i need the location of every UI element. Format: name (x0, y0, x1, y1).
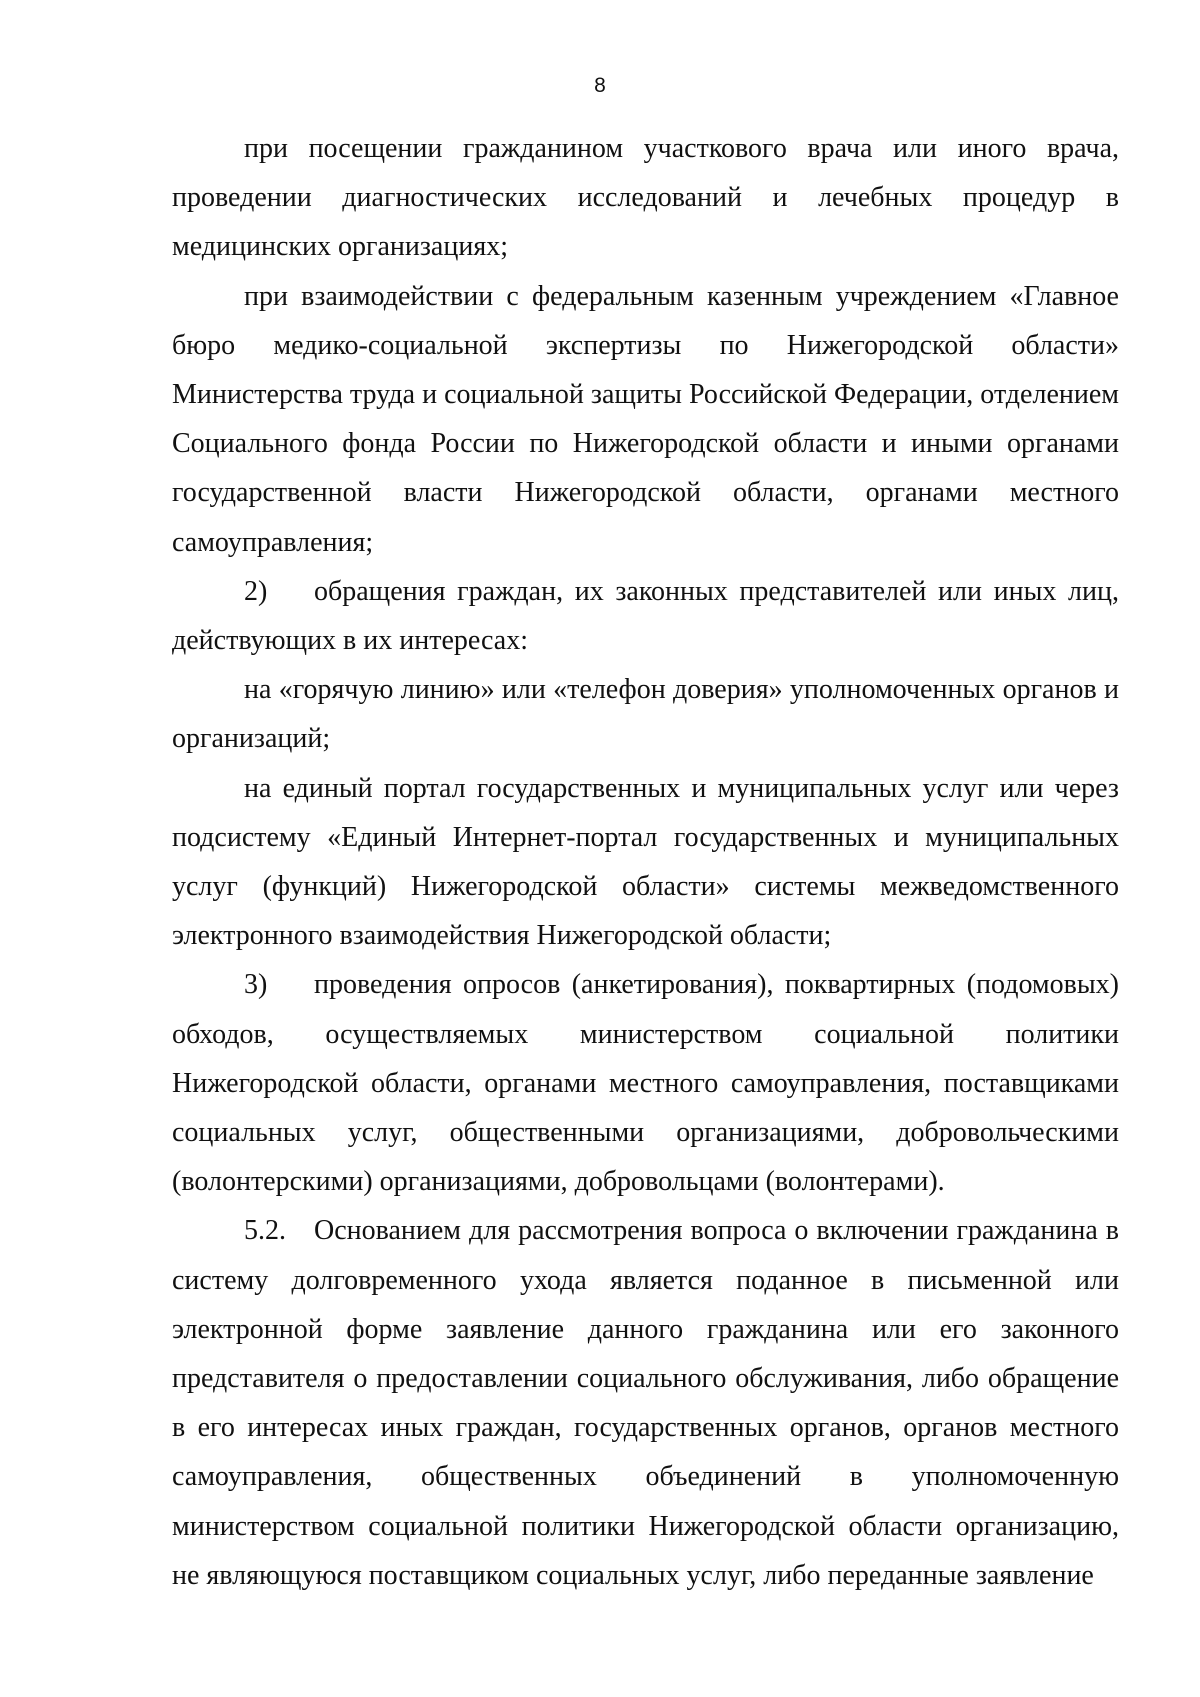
document-body (172, 124, 1119, 1600)
item-number: 3) (244, 969, 268, 1001)
paragraph-item-3 (172, 960, 1119, 1206)
section-text: Основанием для рассмотрения вопроса о включении гражданина в систему долговременного ухода является поданное в письменной или электронной форме заявление данного гражданина или его законного представителя о предоставлении социального обслуживания, либо обращение в его интересах иных граждан, государственных органов, органов местного самоуправления, общественных объединений в уполномоченную министерством социальной политики Нижегородской области организацию, не являющуюся поставщиком социальных услуг, либо переданные заявление (172, 1215, 1119, 1591)
page-number: 8 (594, 74, 606, 97)
paragraph-interaction-mse: при взаимодействии с федеральным казенным учреждением «Главное бюро медико-социальной экспертизы по Нижегородской области» Министерства труда и социальной защиты Российской Федерации, отделением Социального фонда России по Нижегородской области и иными органами государственной власти Нижегородской области, органами местного самоуправления; (172, 280, 1119, 558)
paragraph-visit-doctor: при посещении гражданином участкового врача или иного врача, проведении диагностических исследований и лечебных процедур в медицинских организациях; (172, 133, 1119, 263)
item-text: проведения опросов (анкетирования), поквартирных (подомовых) обходов, осуществляемых министерством социальной политики Нижегородской области, органами местного самоуправления, поставщиками социальных услуг, общественными организациями, добровольческими (волонтерскими) организациями, добровольцами (волонтерами). (172, 969, 1119, 1198)
section-number: 5.2. (244, 1215, 286, 1247)
paragraph-hotline: на «горячую линию» или «телефон доверия» уполномоченных органов и организаций; (172, 674, 1119, 755)
paragraph-item-2 (172, 567, 1119, 665)
item-number: 2) (244, 575, 268, 607)
item-text: обращения граждан, их законных представителей или иных лиц, действующих в их интересах: (172, 575, 1119, 657)
paragraph-section-5-2 (172, 1206, 1119, 1600)
paragraph-portal: на единый портал государственных и муниципальных услуг или через подсистему «Единый Интернет-портал государственных и муниципальных услуг (функций) Нижегородской области» системы межведомственного электронного взаимодействия Нижегородской области; (172, 772, 1119, 952)
